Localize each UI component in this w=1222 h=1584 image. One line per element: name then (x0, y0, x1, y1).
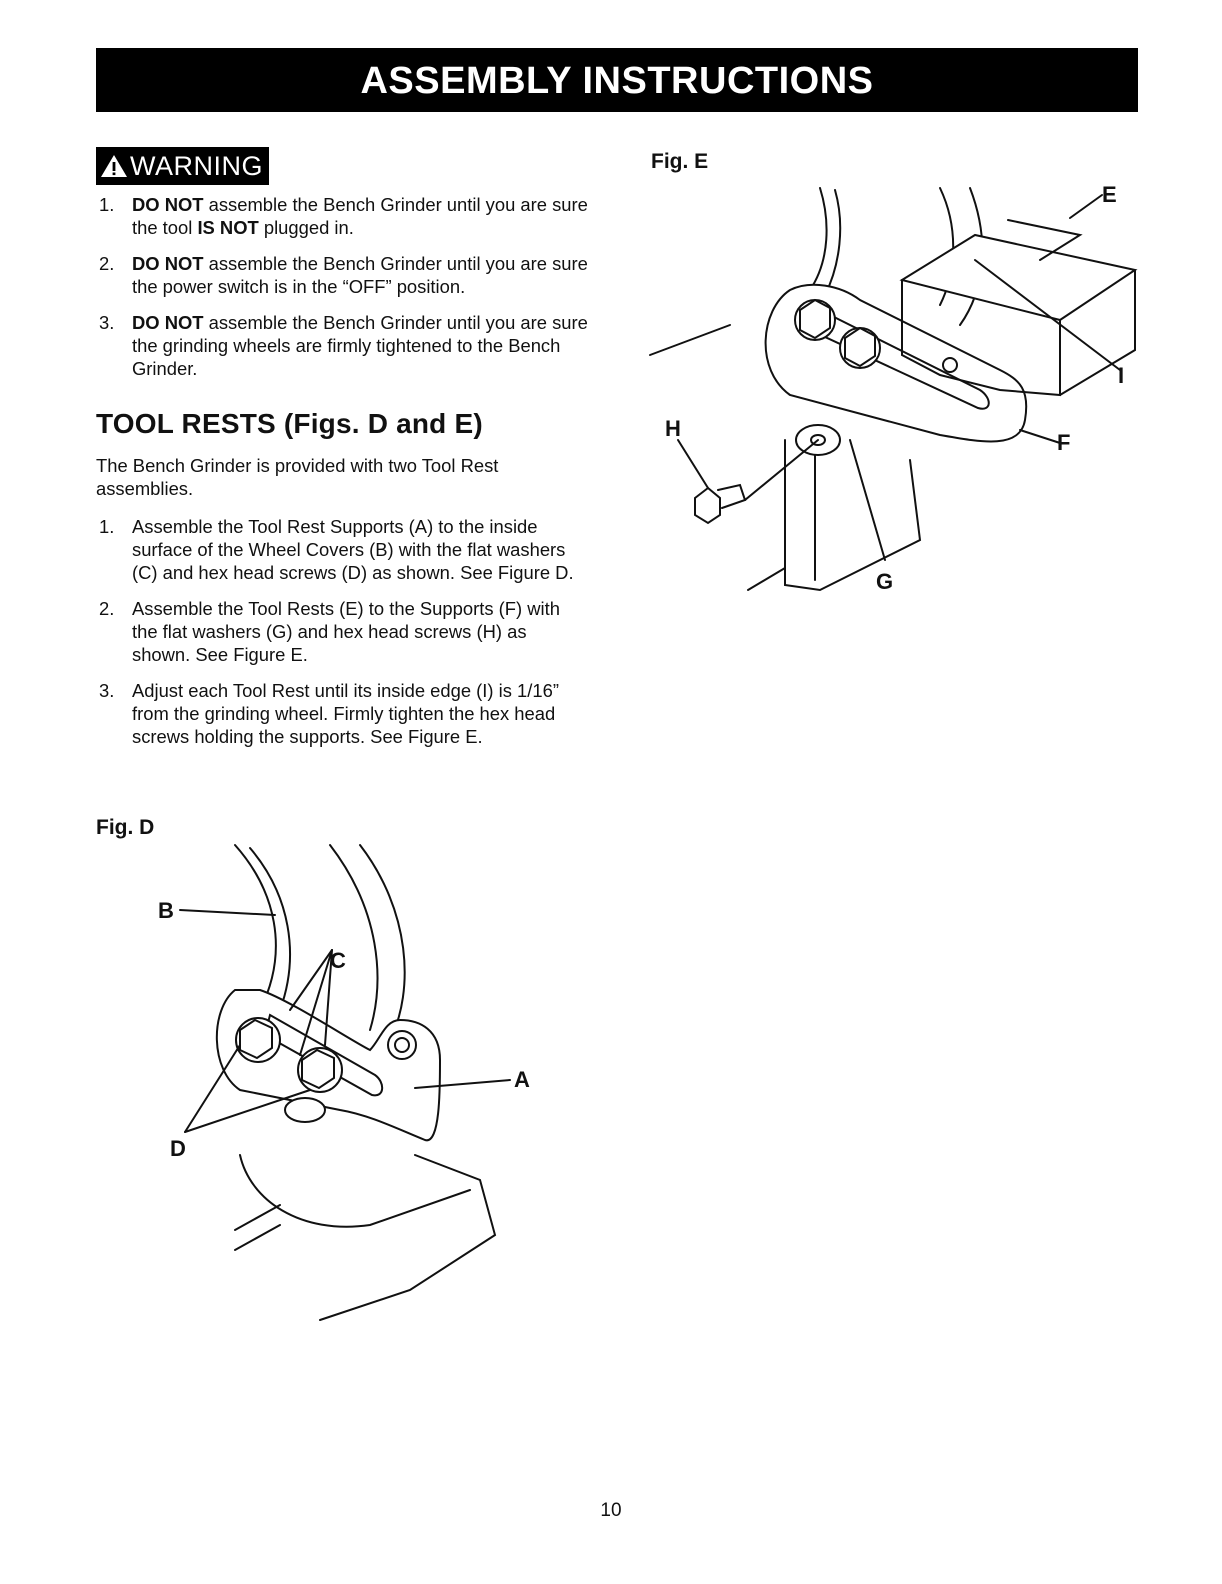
intro-paragraph: The Bench Grinder is provided with two Tool Rest assemblies. (96, 455, 499, 499)
fig-d-label-a: A (514, 1067, 530, 1092)
list-item: 2. Assemble the Tool Rests (E) to the Supports (F) with the flat washers (G) and hex head screws (H) as shown. See Figure E. (99, 598, 560, 665)
fig-e-label-f: F (1057, 430, 1071, 455)
fig-d-label-b: B (158, 898, 174, 923)
page-title: ASSEMBLY INSTRUCTIONS (360, 60, 874, 102)
fig-e-label-g: G (876, 569, 894, 594)
page-number: 10 (600, 1500, 622, 1521)
section-heading: TOOL RESTS (Figs. D and E) (96, 408, 483, 439)
fig-d-label-c: C (330, 948, 346, 973)
steps-list (96, 515, 581, 761)
warning-list (96, 193, 591, 393)
fig-d-label-d: D (170, 1136, 186, 1161)
warning-triangle-icon (100, 153, 128, 179)
warning-label: WARNING (130, 151, 263, 181)
list-item: 3. Adjust each Tool Rest until its inside edge (I) is 1/16” from the grinding wheel. Firmly tighten the hex head screws holding the supports. See Figure E. (99, 680, 559, 747)
list-item: 1. Assemble the Tool Rest Supports (A) to the inside surface of the Wheel Covers (B) with the flat washers (C) and hex head screws (D) as shown. See Figure D. (99, 516, 574, 583)
fig-e-label-e: E (1102, 182, 1117, 207)
fig-e-label-h: H (665, 416, 681, 441)
fig-e-caption: Fig. E (651, 150, 709, 173)
list-item: 3. DO NOT assemble the Bench Grinder until you are sure the grinding wheels are firmly tightened to the Bench Grinder. (99, 312, 588, 379)
warning-badge (96, 147, 269, 185)
list-item: 2. DO NOT assemble the Bench Grinder until you are sure the power switch is in the “OFF” position. (99, 253, 588, 297)
fig-e-label-i: I (1118, 363, 1125, 388)
fig-d-illustration (140, 840, 560, 1340)
list-item: 1. DO NOT assemble the Bench Grinder until you are sure the tool IS NOT plugged in. (99, 194, 588, 238)
fig-e-illustration (640, 180, 1140, 610)
header-bar (96, 48, 1138, 112)
fig-d-caption: Fig. D (96, 816, 155, 839)
